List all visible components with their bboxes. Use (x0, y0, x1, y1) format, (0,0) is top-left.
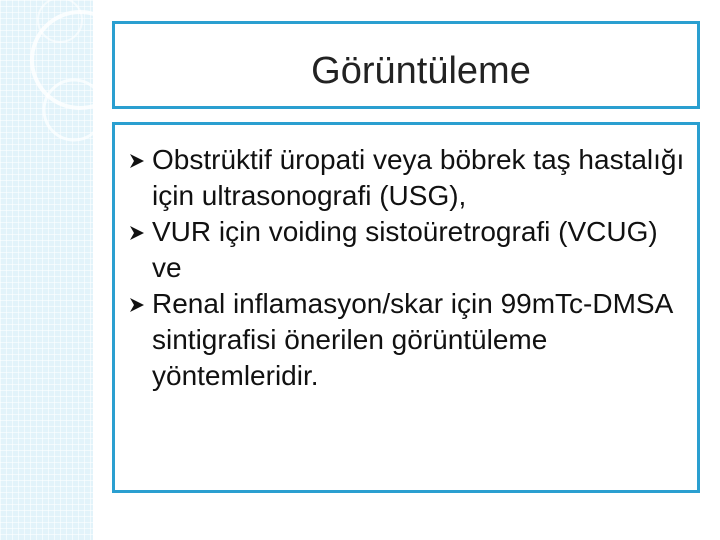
decorative-circles (0, 0, 93, 160)
arrow-right-icon (128, 224, 146, 242)
decorative-side-strip (0, 0, 93, 540)
bullet-item (125, 142, 685, 214)
content-box (112, 122, 700, 493)
bullet-list (125, 142, 685, 394)
bullet-text: Obstrüktif üropati veya böbrek taş hastalığı için ultrasonografi (USG), (152, 144, 685, 211)
bullet-item (125, 214, 685, 286)
bullet-text: Renal inflamasyon/skar için 99mTc-DMSA sintigrafisi önerilen görüntüleme yöntemleridir. (152, 288, 672, 391)
slide-title: Görüntüleme (311, 50, 531, 92)
title-box (112, 21, 700, 109)
arrow-right-icon (128, 152, 146, 170)
bullet-item (125, 286, 685, 394)
arrow-right-icon (128, 296, 146, 314)
bullet-text: VUR için voiding sistoüretrografi (VCUG) ve (152, 216, 658, 283)
